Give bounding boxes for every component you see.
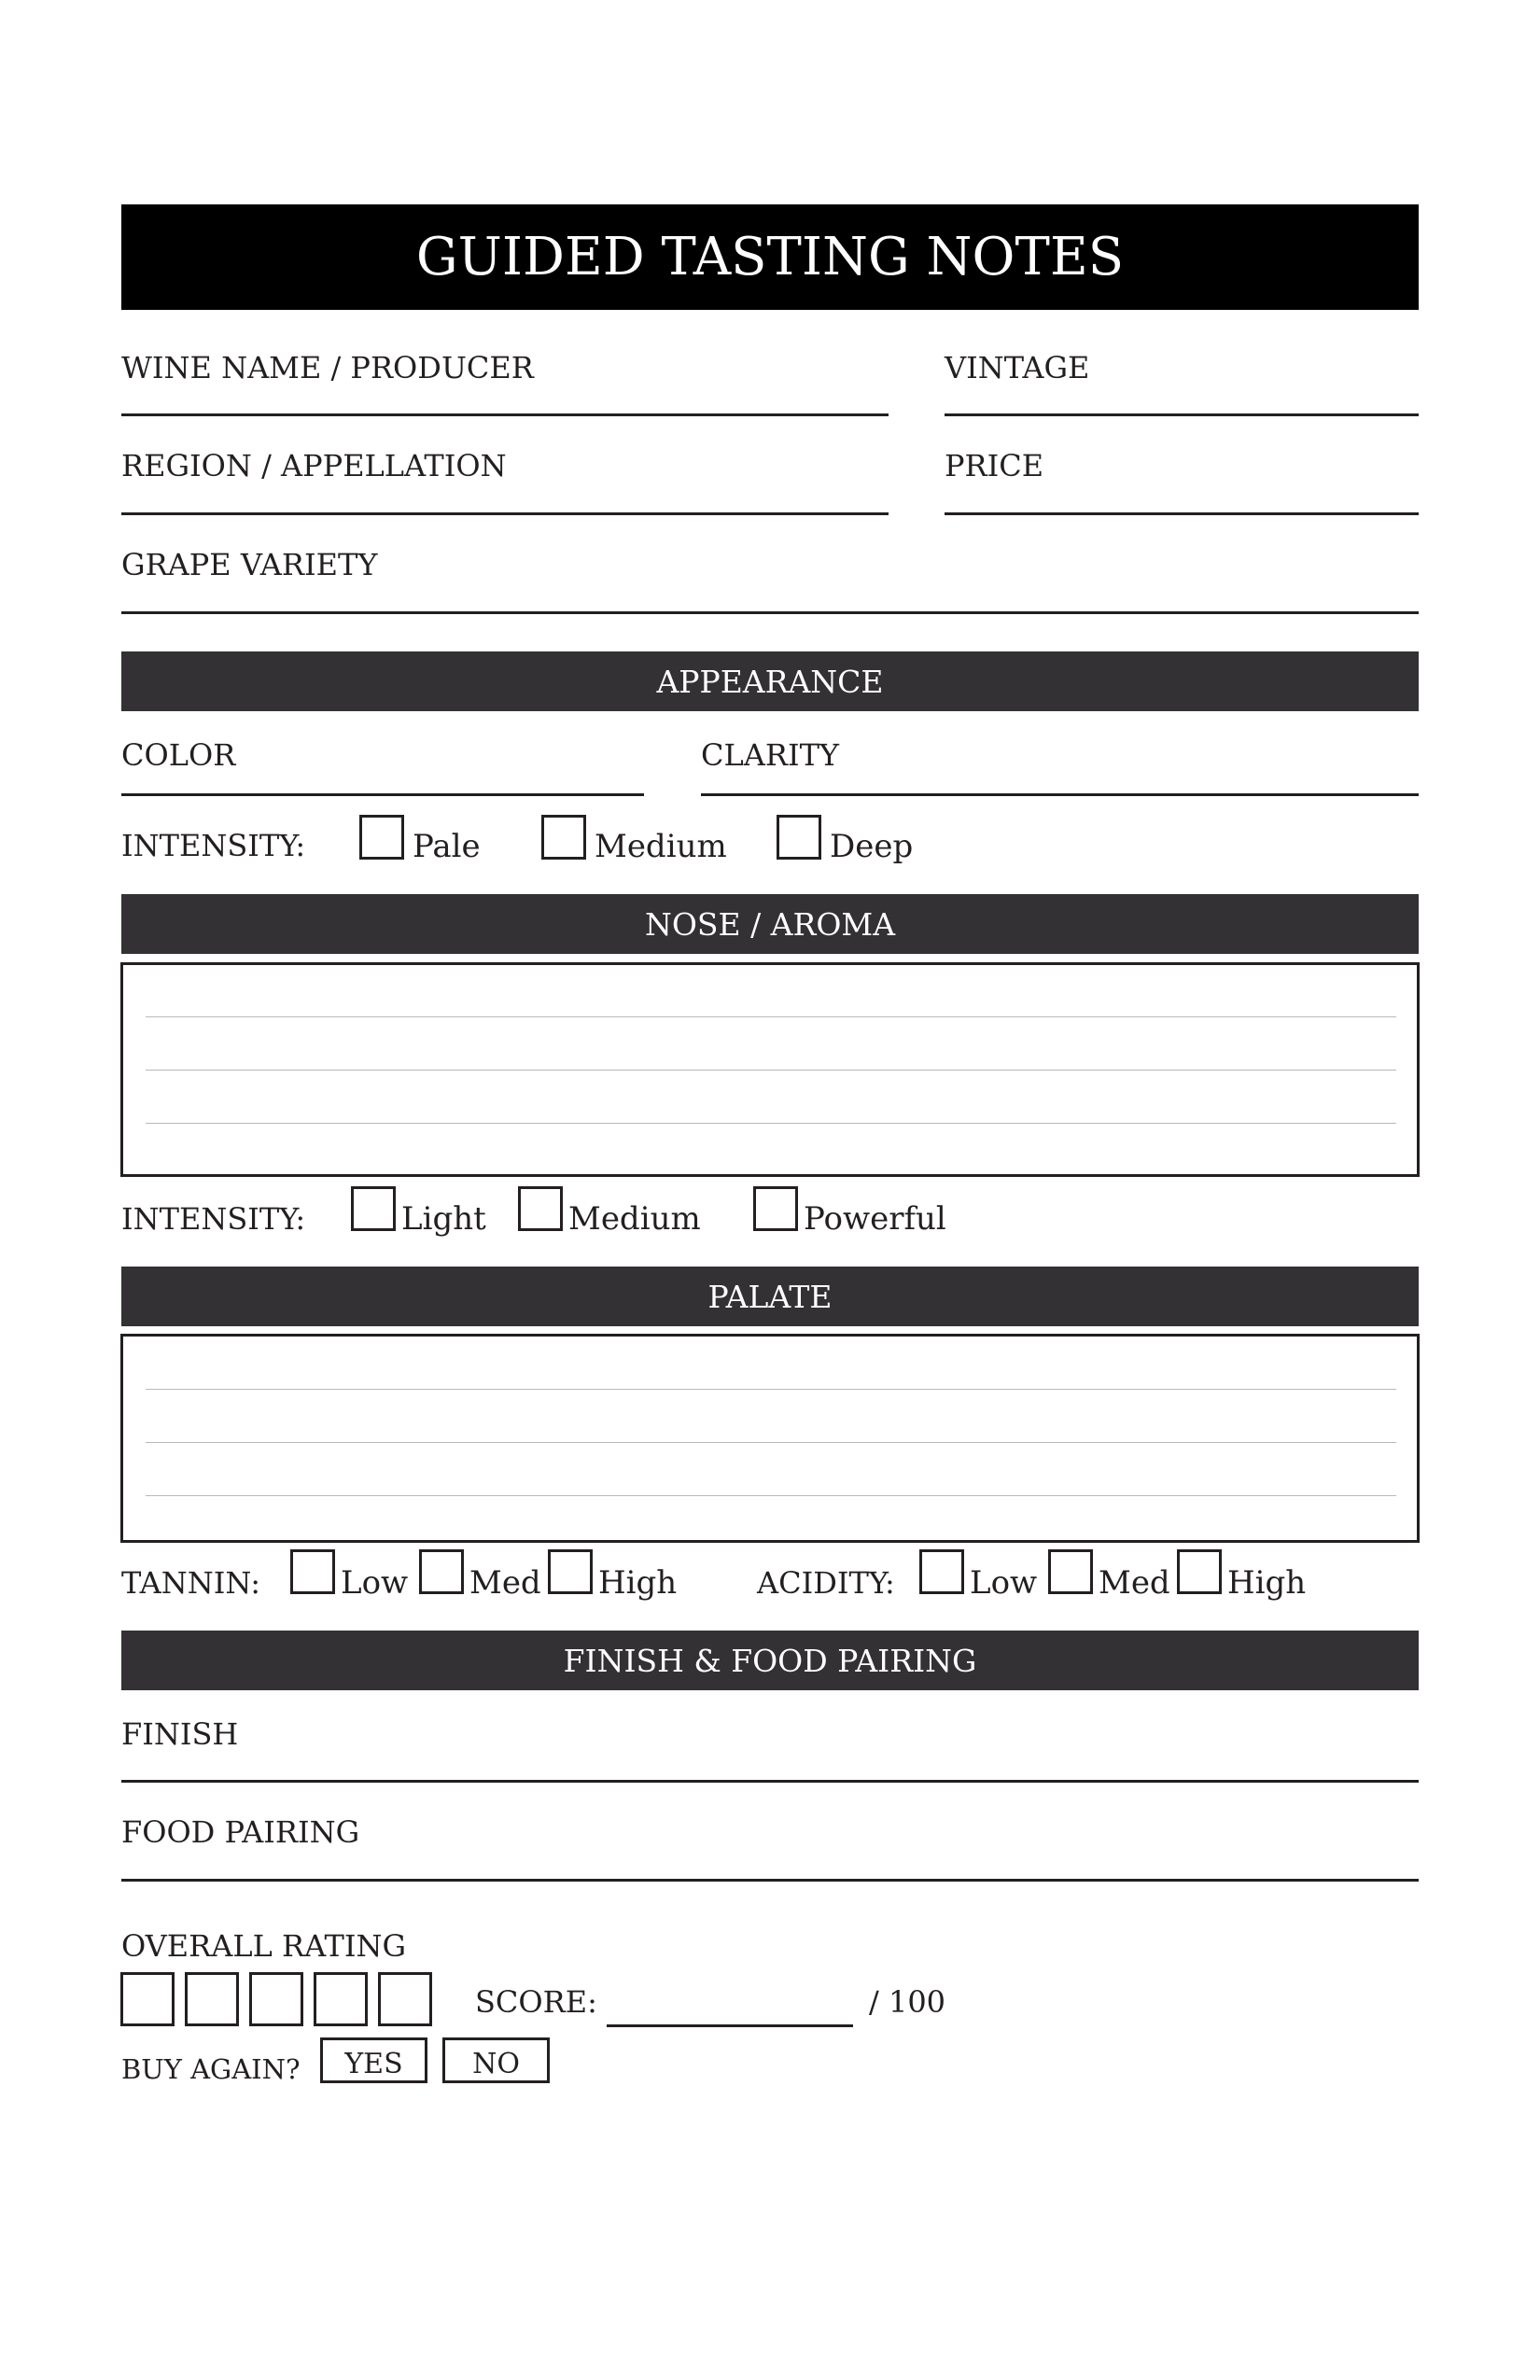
tannin-low-checkbox[interactable] (290, 1549, 335, 1594)
rating-box[interactable] (314, 1972, 368, 2026)
nose-medium-option-label: Medium (568, 1200, 701, 1238)
buy-again-label: BUY AGAIN? (121, 2053, 301, 2085)
tannin-label: TANNIN: (121, 1565, 260, 1601)
deep-option-label: Deep (830, 828, 914, 865)
light-checkbox[interactable] (351, 1186, 396, 1231)
acidity-med-checkbox[interactable] (1048, 1549, 1093, 1594)
yes-button[interactable]: YES (320, 2037, 427, 2083)
nose-header: NOSE / AROMA (121, 894, 1419, 954)
note-line (146, 1123, 1396, 1124)
nose-notes-box[interactable] (120, 962, 1420, 1177)
score-suffix: / 100 (869, 1984, 946, 2020)
pale-option-label: Pale (413, 828, 481, 865)
appearance-intensity-label: INTENSITY: (121, 828, 306, 863)
clarity-field[interactable] (701, 793, 1419, 796)
clarity-label: CLARITY (701, 737, 840, 773)
overall-rating-label: OVERALL RATING (121, 1928, 407, 1964)
tannin-med-checkbox[interactable] (419, 1549, 464, 1594)
grape-field[interactable] (121, 611, 1419, 614)
note-line (146, 1016, 1396, 1017)
no-button[interactable]: NO (442, 2037, 550, 2083)
tannin-high-checkbox[interactable] (548, 1549, 593, 1594)
food-pairing-field[interactable] (121, 1879, 1419, 1882)
note-line (146, 1389, 1396, 1390)
region-label: REGION / APPELLATION (121, 448, 507, 483)
acidity-low-label: Low (970, 1564, 1038, 1602)
grape-label: GRAPE VARIETY (121, 547, 378, 582)
rating-box[interactable] (120, 1972, 175, 2026)
score-field[interactable] (607, 2024, 853, 2027)
wine-name-label: WINE NAME / PRODUCER (121, 350, 534, 385)
vintage-field[interactable] (945, 413, 1419, 416)
note-line (146, 1495, 1396, 1496)
price-label: PRICE (945, 448, 1044, 483)
score-label: SCORE: (475, 1984, 597, 2020)
nose-intensity-label: INTENSITY: (121, 1201, 306, 1237)
acidity-high-label: High (1227, 1564, 1307, 1602)
pale-checkbox[interactable] (359, 815, 404, 860)
medium-option-label: Medium (595, 828, 727, 865)
rating-box[interactable] (249, 1972, 303, 2026)
powerful-option-label: Powerful (804, 1200, 946, 1238)
region-field[interactable] (121, 512, 889, 515)
medium-checkbox[interactable] (541, 815, 586, 860)
acidity-label: ACIDITY: (757, 1565, 895, 1601)
acidity-low-checkbox[interactable] (919, 1549, 964, 1594)
rating-box[interactable] (378, 1972, 432, 2026)
note-line (146, 1070, 1396, 1071)
acidity-med-label: Med (1099, 1564, 1170, 1602)
appearance-header: APPEARANCE (121, 651, 1419, 711)
color-label: COLOR (121, 737, 236, 773)
light-option-label: Light (401, 1200, 486, 1238)
finish-label: FINISH (121, 1716, 239, 1752)
color-field[interactable] (121, 793, 644, 796)
powerful-checkbox[interactable] (753, 1186, 798, 1231)
nose-medium-checkbox[interactable] (518, 1186, 563, 1231)
price-field[interactable] (945, 512, 1419, 515)
finish-header: FINISH & FOOD PAIRING (121, 1631, 1419, 1690)
deep-checkbox[interactable] (777, 815, 821, 860)
tannin-high-label: High (598, 1564, 678, 1602)
wine-name-field[interactable] (121, 413, 889, 416)
rating-box[interactable] (185, 1972, 239, 2026)
finish-field[interactable] (121, 1780, 1419, 1783)
note-line (146, 1442, 1396, 1443)
acidity-high-checkbox[interactable] (1177, 1549, 1222, 1594)
tannin-med-label: Med (469, 1564, 541, 1602)
palate-notes-box[interactable] (120, 1334, 1420, 1543)
palate-header: PALATE (121, 1267, 1419, 1326)
page-title: GUIDED TASTING NOTES (121, 204, 1419, 310)
food-pairing-label: FOOD PAIRING (121, 1814, 360, 1850)
tannin-low-label: Low (341, 1564, 409, 1602)
vintage-label: VINTAGE (945, 350, 1090, 385)
